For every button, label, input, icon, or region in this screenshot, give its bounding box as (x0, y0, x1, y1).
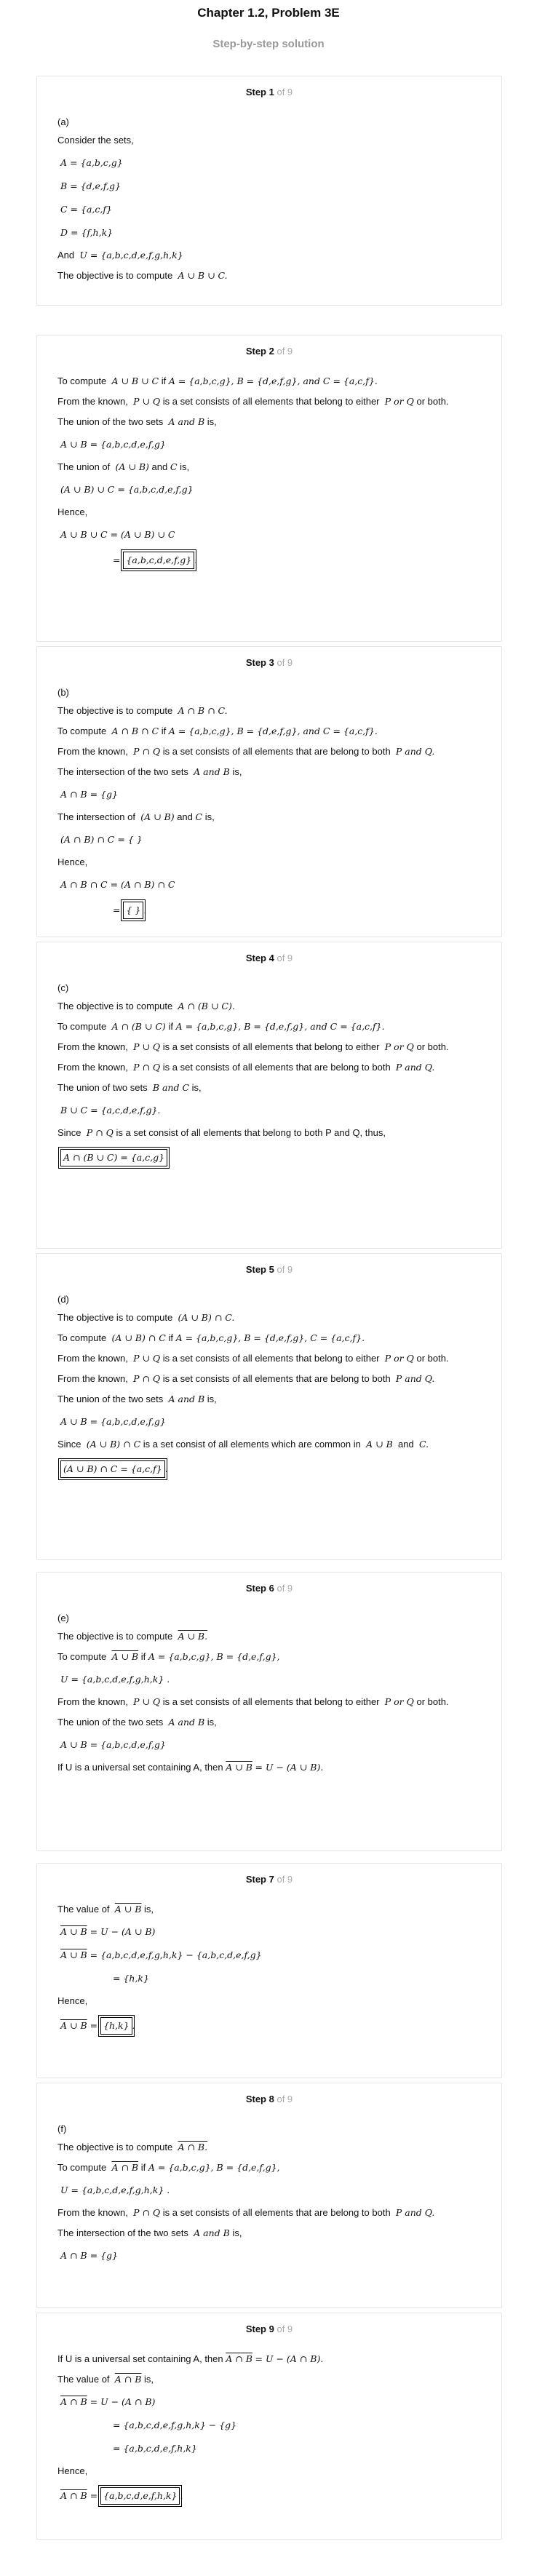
equation: U = {a,b,c,d,e,f,g,h,k} . (60, 2185, 170, 2195)
step-6-card: Step 6 of 9 (e) The objective is to compute A ∪ B. To compute A ∪ B if A = {a,b,c,g}, B = {d,e,f,g}, U = {a,b,c,d,e,f,g,h,k} . From the known, P ∪ Q is a set consists of all elements that belong to either P or Q or both. The union of the two sets A and B is, A ∪ B = {a,b,c,d,e,f,g} If U is a universal set containing A, then A ∪ B = U − (A ∪ B). (36, 1572, 502, 1851)
part-label: (a) (57, 116, 69, 127)
step-5-header: Step 5 of 9 (245, 1264, 293, 1275)
equation: A ∩ B = {g} (60, 789, 118, 800)
set-a-equation: A = {a,b,c,g} (60, 157, 123, 168)
step-1-card (36, 76, 502, 306)
step-9-card: Step 9 of 9 If U is a universal set containing A, then A ∩ B = U − (A ∩ B). The value of A ∩ B is, A ∩ B = U − (A ∩ B) = {a,b,c,d,e,f,g,h,k} − {g} = {a,b,c,d,e,f,h,k} Hence, A ∩ B = {a,b,c,d,e,f,h,k} . (36, 2313, 502, 2540)
step-9-header: Step 9 of 9 (245, 2323, 293, 2334)
page-subtitle: Step-by-step solution (212, 38, 325, 50)
answer-box: {a,b,c,d,e,f,g} (123, 552, 194, 569)
answer-box: {h,k} (100, 2017, 132, 2035)
step-4-header: Step 4 of 9 (245, 953, 293, 963)
answer-box: (A ∪ B) ∩ C = {a,c,f} (60, 1460, 165, 1478)
step-7-header: Step 7 of 9 (245, 1874, 293, 1885)
step-text: Consider the sets, (57, 135, 134, 146)
answer-box: {a,b,c,d,e,f,h,k} (100, 2487, 180, 2505)
equation: A ∪ B = {a,b,c,d,e,f,g} (60, 1739, 166, 1750)
answer-equation (60, 1148, 481, 1168)
equation: A ∪ B = {a,b,c,d,e,f,g} (60, 439, 166, 450)
step-7-card: Step 7 of 9 The value of A ∪ B is, A ∪ B = U − (A ∪ B) A ∪ B = {a,b,c,d,e,f,g,h,k} − {a,b,c,d,e,f,g} = {h,k} Hence, A ∪ B = {h,k} . (36, 1863, 502, 2078)
equation: A ∩ B ∩ C = (A ∩ B) ∩ C (60, 879, 175, 890)
equation: A ∩ B = {g} (60, 2250, 118, 2261)
equation: U = {a,b,c,d,e,f,g,h,k} . (60, 1674, 170, 1685)
equation: = {a,b,c,d,e,f,g,h,k} − {g} (113, 2420, 237, 2430)
equation: B ∪ C = {a,c,d,e,f,g}. (60, 1105, 161, 1116)
equation: A ∪ B = U − (A ∪ B) (60, 1926, 156, 1937)
answer-equation: (A ∪ B) ∩ C = {a,c,f} . (60, 1459, 481, 1479)
step-1-header: Step 1 of 9 (245, 87, 293, 98)
answer-box: A ∩ (B ∪ C) = {a,c,g} (60, 1149, 167, 1166)
step-8-card: Step 8 of 9 (f) The objective is to compute A ∩ B. To compute A ∩ B if A = {a,b,c,g}, B = {d,e,f,g}, U = {a,b,c,d,e,f,g,h,k} . From the known, P ∩ Q is a set consists of all elements that are belong to both P and Q. The intersection of the two sets A and B is, A ∩ B = {g} (36, 2083, 502, 2308)
step-2-card: Step 2 of 9 To compute A ∪ B ∪ C if A = {a,b,c,g}, B = {d,e,f,g}, and C = {a,c,f}. From the known, P ∪ Q is a set consists of all elements that belong to either P or Q or both. The union of the two sets A and B is, A ∪ B = {a,b,c,d,e,f,g} The union of (A ∪ B) and C is, (A ∪ B) ∪ C = {a,b,c,d,e,f,g} Hence, A ∪ B ∪ C = (A ∪ B) ∪ C = {a,b,c,d,e,f,g} . (36, 335, 502, 642)
equation: = {a,b,c,d,e,f,h,k} (113, 2443, 197, 2454)
page-title: Chapter 1.2, Problem 3E (197, 6, 340, 20)
step-8-header: Step 8 of 9 (245, 2094, 293, 2104)
answer-equation: = { } . (60, 900, 481, 921)
answer-equation: A ∪ B = {h,k} . (60, 2016, 481, 2036)
equation: = {h,k} (113, 1973, 149, 1984)
equation: A ∪ B = {a,b,c,d,e,f,g} (60, 1416, 166, 1427)
set-c-equation: C = {a,c,f} (60, 204, 112, 215)
equation: A ∪ B = {a,b,c,d,e,f,g,h,k} − {a,b,c,d,e,f,g} (60, 1949, 262, 1960)
step-5-card: Step 5 of 9 (d) The objective is to compute (A ∪ B) ∩ C. To compute (A ∪ B) ∩ C if A = {a,b,c,g}, B = {d,e,f,g}, C = {a,c,f}. From the known, P ∪ Q is a set consists of all elements that belong to either P or Q or both. From the known, P ∩ Q is a set consists of all elements that are belong to both P and Q. The union of the two sets A and B is, A ∪ B = {a,b,c,d,e,f,g} Since (A ∪ B) ∩ C is a set consist of all elements which are common in A ∪ B and C. (A ∪ B) ∩ C = {a,c,f} . (36, 1253, 502, 1560)
answer-box: { } (123, 902, 143, 919)
step-text: And U = {a,b,c,d,e,f,g,h,k} (57, 250, 183, 261)
equation: A ∩ B = U − (A ∩ B) (60, 2396, 156, 2407)
step-6-header: Step 6 of 9 (245, 1583, 293, 1594)
objective-text: The objective is to compute A ∪ B ∪ C. (57, 270, 228, 281)
equation: (A ∪ B) ∪ C = {a,b,c,d,e,f,g} (60, 484, 194, 495)
page-header (0, 0, 537, 55)
set-d-equation: D = {f,h,k} (60, 227, 114, 238)
answer-equation: = {a,b,c,d,e,f,g} . (60, 550, 481, 571)
equation: A ∪ B ∪ C = (A ∪ B) ∪ C (60, 529, 175, 540)
step-3-card: Step 3 of 9 (b) The objective is to compute A ∩ B ∩ C. To compute A ∩ B ∩ C if A = {a,b,c,g}, B = {d,e,f,g}, and C = {a,c,f}. From the known, P ∩ Q is a set consists of all elements that are belong to both P and Q. The intersection of the two sets A and B is, A ∩ B = {g} The intersection of (A ∪ B) and C is, (A ∩ B) ∩ C = { } Hence, A ∩ B ∩ C = (A ∩ B) ∩ C = { } . (36, 646, 502, 937)
step-3-header: Step 3 of 9 (245, 657, 293, 668)
answer-equation: A ∩ B = {a,b,c,d,e,f,h,k} . (60, 2486, 481, 2506)
equation: (A ∩ B) ∩ C = { } (60, 834, 143, 845)
set-b-equation: B = {d,e,f,g} (60, 180, 122, 191)
step-2-header: Step 2 of 9 (245, 346, 293, 357)
step-4-card: Step 4 of 9 (c) The objective is to compute A ∩ (B ∪ C). To compute A ∩ (B ∪ C) if A = {a,b,c,g}, B = {d,e,f,g}, and C = {a,c,f}. From the known, P ∪ Q is a set consists of all elements that belong to either P or Q or both. From the known, P ∩ Q is a set consists of all elements that are belong to both P and Q. The union of two sets B and C is, B ∪ C = {a,c,d,e,f,g}. Since P ∩ Q is a set consist of all elements that belong to both P and Q, thus, A ∩ (B ∪ C) = {a,c,g} (36, 942, 502, 1249)
